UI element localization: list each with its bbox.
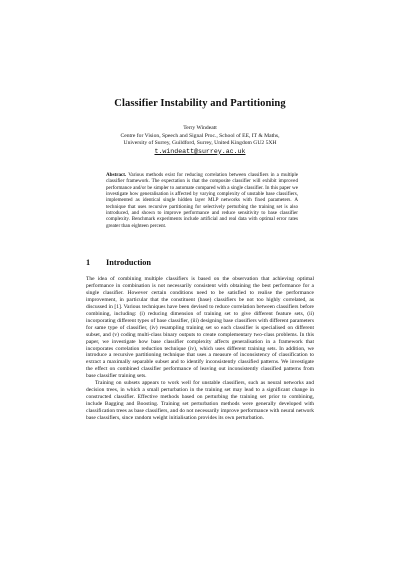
body-paragraph-2: Training on subsets appears to work well for unstable classifiers, such as neural networks and decision trees, in which a small perturbation in the training set may lead to a significant change in constructed classifier. Effective methods based on perturbing the training set prior to combining, include Bagging and Boosting. Training set perturbation methods were generally developed with classification trees as base classifiers, and do not necessarily improve performance with neural network base classifiers, since random weight initialisation provides its own perturbation. <box>86 380 314 422</box>
affiliation-line-2: University of Surrey, Guildford, Surrey, United Kingdom GU2 5XH <box>123 140 277 147</box>
abstract-text: Various methods exist for reducing correlation between classifiers in a multiple classifier framework. The expectation is that the composite classifier will exhibit improved performance and/or be simpler to automate compared with a single classifier. In this paper we investigate how generalisation is affected by varying complexity of unstable base classifiers, implemented as identical single hidden layer MLP networks with fixed parameters. A technique that uses recursive partitioning for selectively perturbing the training set is also introduced, and shown to improve performance and reduce sensitivity to base classifier complexity. Benchmark experiments include artificial and real data with optimal error rates greater than eighteen percent. <box>106 172 298 229</box>
paper-title: Classifier Instability and Partitioning <box>114 98 286 109</box>
author-name: Terry Windeatt <box>183 125 217 131</box>
abstract <box>106 172 298 229</box>
abstract-label: Abstract. <box>106 172 127 178</box>
section-number: 1 <box>86 258 91 267</box>
author-email-link[interactable]: t.windeatt@surrey.ac.uk <box>154 147 246 155</box>
section-heading <box>86 258 151 267</box>
body-paragraph-1: The idea of combining multiple classifiers is based on the observation that achieving optimal performance in combination is not necessarily consistent with obtaining the best performance for a single classifier. However certain conditions need to be satisfied to realise the performance improvement, in particular that the constituent (base) classifiers be not too highly correlated, as discussed in [1]. Various techniques have been devised to reduce correlation between classifiers before combining, including: (i) reducing dimension of training set to give different feature sets, (ii) incorporating different types of base classifier, (iii) designing base classifiers with different parameters for same type of classifier, (iv) resampling training set so each classifier is specialised on different subset, and (v) coding multi-class binary outputs to create complementary two-class problems. In this paper, we investigate how base classifier complexity affects generalisation in a framework that incorporates correlation reduction technique (iv), which uses different training sets. In addition, we introduce a recursive partitioning technique that uses a measure of inconsistency of classification to extract a maximally separable subset and to identify inconsistently classified patterns. We investigate the effect on combined classifier performance of leaving out inconsistently classified patterns from base classifier training sets. <box>86 276 314 380</box>
section-title: Introduction <box>106 258 152 267</box>
section-body <box>86 276 314 422</box>
affiliation-line-1: Centre for Vision, Speech and Signal Proc., School of EE, IT & Maths, <box>120 132 280 139</box>
author-block <box>0 125 400 155</box>
